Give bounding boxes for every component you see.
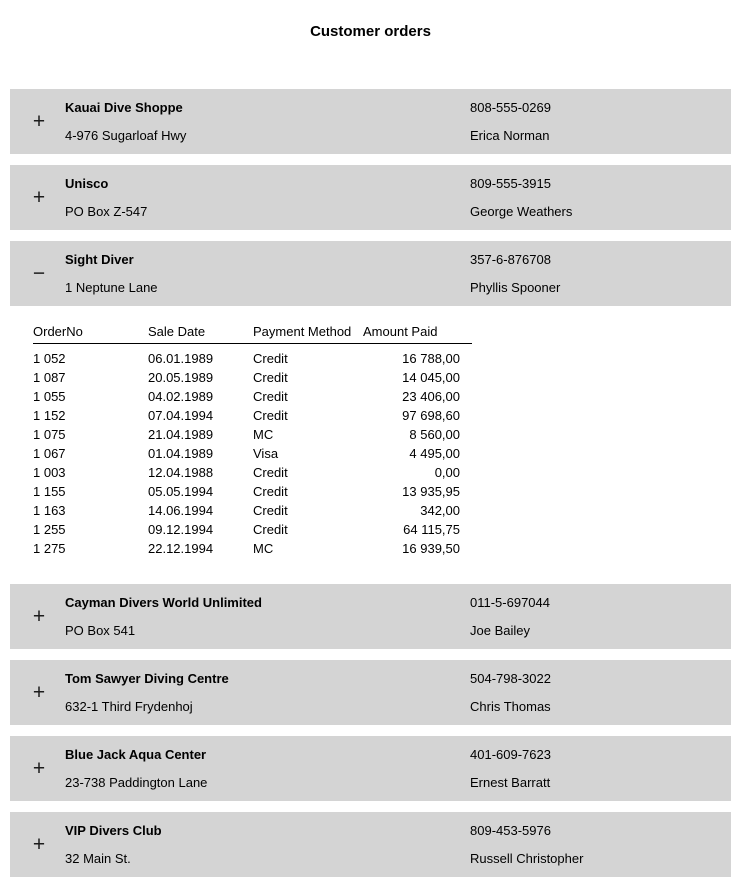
customer-address: PO Box 541 [65, 623, 136, 638]
amount-paid-cell: 4 495,00 [409, 446, 460, 461]
payment-method-cell: Credit [253, 522, 288, 537]
table-row [33, 444, 472, 463]
order-no-cell: 1 275 [33, 541, 66, 556]
table-row [33, 368, 472, 387]
customer-card [10, 241, 731, 306]
expand-collapse-button[interactable] [24, 754, 54, 784]
sale-date-cell: 04.02.1989 [148, 389, 214, 404]
expand-collapse-button[interactable] [24, 259, 54, 289]
customer-contact: Ernest Barratt [470, 775, 551, 790]
payment-method-cell: Credit [253, 503, 288, 518]
amount-paid-cell: 14 045,00 [402, 370, 460, 385]
payment-method-cell: Credit [253, 370, 288, 385]
page-title: Customer orders [310, 23, 431, 40]
payment-method-cell: Credit [253, 408, 288, 423]
customer-address: 632-1 Third Frydenhoj [65, 699, 193, 714]
customer-name: Cayman Divers World Unlimited [65, 595, 262, 610]
customer-contact: Chris Thomas [470, 699, 551, 714]
table-row [33, 520, 472, 539]
customer-card [10, 584, 731, 649]
plus-icon: + [32, 680, 46, 704]
order-no-cell: 1 152 [33, 408, 66, 423]
customer-contact: Joe Bailey [470, 623, 530, 638]
sale-date-cell: 09.12.1994 [148, 522, 214, 537]
sale-date-cell: 07.04.1994 [148, 408, 214, 423]
table-row [33, 539, 472, 558]
amount-paid-cell: 13 935,95 [402, 484, 460, 499]
plus-icon: + [32, 832, 46, 856]
customer-card [10, 812, 731, 877]
customer-name: Blue Jack Aqua Center [65, 747, 207, 762]
table-row [33, 387, 472, 406]
payment-method-cell: Credit [253, 465, 288, 480]
order-no-cell: 1 052 [33, 351, 66, 366]
amount-paid-cell: 16 788,00 [402, 351, 460, 366]
customer-name: Kauai Dive Shoppe [65, 100, 183, 115]
expand-collapse-button[interactable] [24, 602, 54, 632]
customer-card [10, 165, 731, 230]
customer-address: PO Box Z-547 [65, 204, 148, 219]
customer-name: Tom Sawyer Diving Centre [65, 671, 229, 686]
table-row [33, 406, 472, 425]
amount-paid-cell: 0,00 [434, 465, 460, 480]
customer-phone: 808-555-0269 [470, 100, 551, 115]
orders-body [33, 344, 472, 559]
amount-paid-cell: 97 698,60 [402, 408, 460, 423]
sale-date-cell: 12.04.1988 [148, 465, 214, 480]
expand-collapse-button[interactable] [24, 678, 54, 708]
customer-list [0, 89, 741, 877]
customer-contact: Erica Norman [470, 128, 550, 143]
order-no-cell: 1 255 [33, 522, 66, 537]
payment-method-cell: Visa [253, 446, 279, 461]
amount-paid-cell: 64 115,75 [403, 522, 460, 537]
customer-phone: 401-609-7623 [470, 747, 551, 762]
column-header: OrderNo [33, 324, 148, 344]
orders-table [33, 324, 741, 558]
payment-method-cell: Credit [253, 389, 288, 404]
sale-date-cell: 21.04.1989 [148, 427, 214, 442]
order-no-cell: 1 067 [33, 446, 66, 461]
customer-contact: George Weathers [470, 204, 573, 219]
expand-collapse-button[interactable] [24, 183, 54, 213]
customer-contact: Phyllis Spooner [470, 280, 561, 295]
payment-method-cell: MC [253, 541, 274, 556]
table-row [33, 463, 472, 482]
table-row [33, 482, 472, 501]
column-header: Amount Paid [363, 324, 472, 344]
customer-card [10, 736, 731, 801]
customer-contact: Russell Christopher [470, 851, 584, 866]
payment-method-cell: Credit [253, 351, 288, 366]
sale-date-cell: 05.05.1994 [148, 484, 214, 499]
order-no-cell: 1 055 [33, 389, 66, 404]
customer-name: Sight Diver [65, 252, 134, 267]
column-header: Payment Method [253, 324, 363, 344]
customer-card [10, 660, 731, 725]
order-no-cell: 1 075 [33, 427, 66, 442]
customer-address: 4-976 Sugarloaf Hwy [65, 128, 187, 143]
plus-icon: + [32, 185, 46, 209]
plus-icon: + [32, 109, 46, 133]
expand-collapse-button[interactable] [24, 107, 54, 137]
customer-card [10, 89, 731, 154]
column-header: Sale Date [148, 324, 253, 344]
customer-phone: 504-798-3022 [470, 671, 551, 686]
customer-address: 1 Neptune Lane [65, 280, 158, 295]
order-no-cell: 1 163 [33, 503, 66, 518]
amount-paid-cell: 8 560,00 [409, 427, 460, 442]
amount-paid-cell: 16 939,50 [402, 541, 460, 556]
amount-paid-cell: 23 406,00 [402, 389, 460, 404]
order-no-cell: 1 003 [33, 465, 66, 480]
sale-date-cell: 20.05.1989 [148, 370, 214, 385]
customer-name: Unisco [65, 176, 109, 191]
customer-address: 23-738 Paddington Lane [65, 775, 208, 790]
plus-icon: + [32, 756, 46, 780]
sale-date-cell: 14.06.1994 [148, 503, 214, 518]
order-no-cell: 1 087 [33, 370, 66, 385]
payment-method-cell: Credit [253, 484, 288, 499]
order-no-cell: 1 155 [33, 484, 66, 499]
customer-address: 32 Main St. [65, 851, 131, 866]
customer-phone: 011-5-697044 [470, 595, 550, 610]
customer-name: VIP Divers Club [65, 823, 162, 838]
expand-collapse-button[interactable] [24, 830, 54, 860]
customer-phone: 809-555-3915 [470, 176, 551, 191]
table-row [33, 344, 472, 369]
sale-date-cell: 22.12.1994 [148, 541, 214, 556]
table-row [33, 501, 472, 520]
minus-icon: − [32, 261, 46, 285]
payment-method-cell: MC [253, 427, 274, 442]
customer-phone: 357-6-876708 [470, 252, 551, 267]
sale-date-cell: 06.01.1989 [148, 351, 214, 366]
customer-phone: 809-453-5976 [470, 823, 551, 838]
plus-icon: + [32, 604, 46, 628]
sale-date-cell: 01.04.1989 [148, 446, 214, 461]
orders-header-row [33, 324, 472, 344]
amount-paid-cell: 342,00 [420, 503, 460, 518]
table-row [33, 425, 472, 444]
